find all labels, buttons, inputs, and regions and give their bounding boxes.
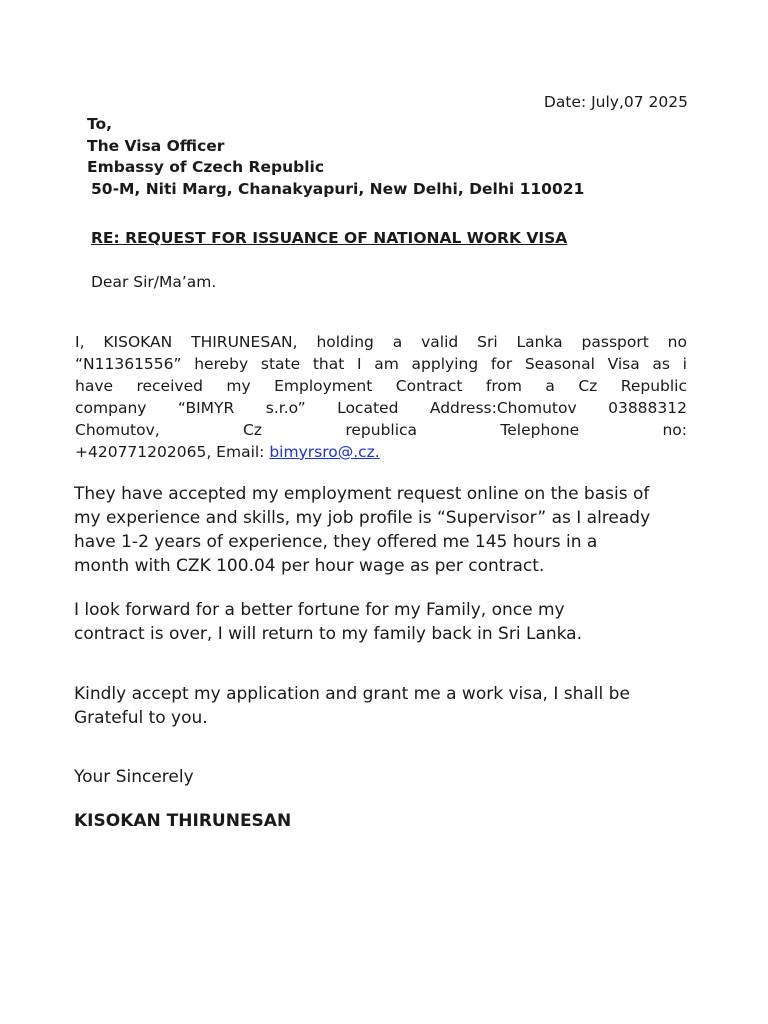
recipient-embassy: Embassy of Czech Republic	[87, 158, 325, 176]
paragraph-line: have 1-2 years of experience, they offered me 145 hours in a	[74, 532, 598, 552]
paragraph-line: company “BIMYR s.r.o” Located Address:Chomutov 03888312	[75, 399, 687, 417]
paragraph-line: my experience and skills, my job profile is “Supervisor” as I already	[74, 508, 651, 528]
paragraph-line: “N11361556” hereby state that I am applying for Seasonal Visa as i	[75, 355, 687, 373]
paragraph-line: month with CZK 100.04 per hour wage as per contract.	[74, 556, 545, 576]
letter-subject: RE: REQUEST FOR ISSUANCE OF NATIONAL WORK VISA	[91, 229, 568, 247]
recipient-to: To,	[87, 115, 113, 133]
recipient-officer: The Visa Officer	[87, 137, 225, 155]
paragraph-employment	[74, 482, 699, 578]
paragraph-line: I, KISOKAN THIRUNESAN, holding a valid Sri Lanka passport no	[75, 333, 687, 351]
paragraph-line: Grateful to you.	[74, 708, 208, 728]
recipient-street-address: 50-M, Niti Marg, Chanakyapuri, New Delhi, Delhi 110021	[91, 180, 585, 198]
telephone-email-prefix: +420771202065, Email:	[75, 443, 270, 461]
paragraph-line: They have accepted my employment request online on the basis of	[74, 484, 650, 504]
paragraph-line-contact	[75, 441, 687, 463]
paragraph-line: Chomutov, Cz republica Telephone no:	[75, 421, 687, 439]
paragraph-line: contract is over, I will return to my family back in Sri Lanka.	[74, 624, 582, 644]
paragraph-applicant-details	[75, 331, 687, 463]
letter-date: Date: July,07 2025	[543, 93, 688, 111]
paragraph-request	[74, 682, 699, 730]
closing: Your Sincerely	[74, 767, 194, 787]
paragraph-return-intent	[74, 598, 699, 646]
signature-name: KISOKAN THIRUNESAN	[74, 811, 292, 831]
salutation: Dear Sir/Ma’am.	[91, 273, 217, 291]
paragraph-line: Kindly accept my application and grant me a work visa, I shall be	[74, 684, 630, 704]
email-link[interactable]: bimyrsro@.cz.	[269, 443, 380, 461]
paragraph-line: have received my Employment Contract from a Cz Republic	[75, 377, 687, 395]
paragraph-line: I look forward for a better fortune for my Family, once my	[74, 600, 565, 620]
